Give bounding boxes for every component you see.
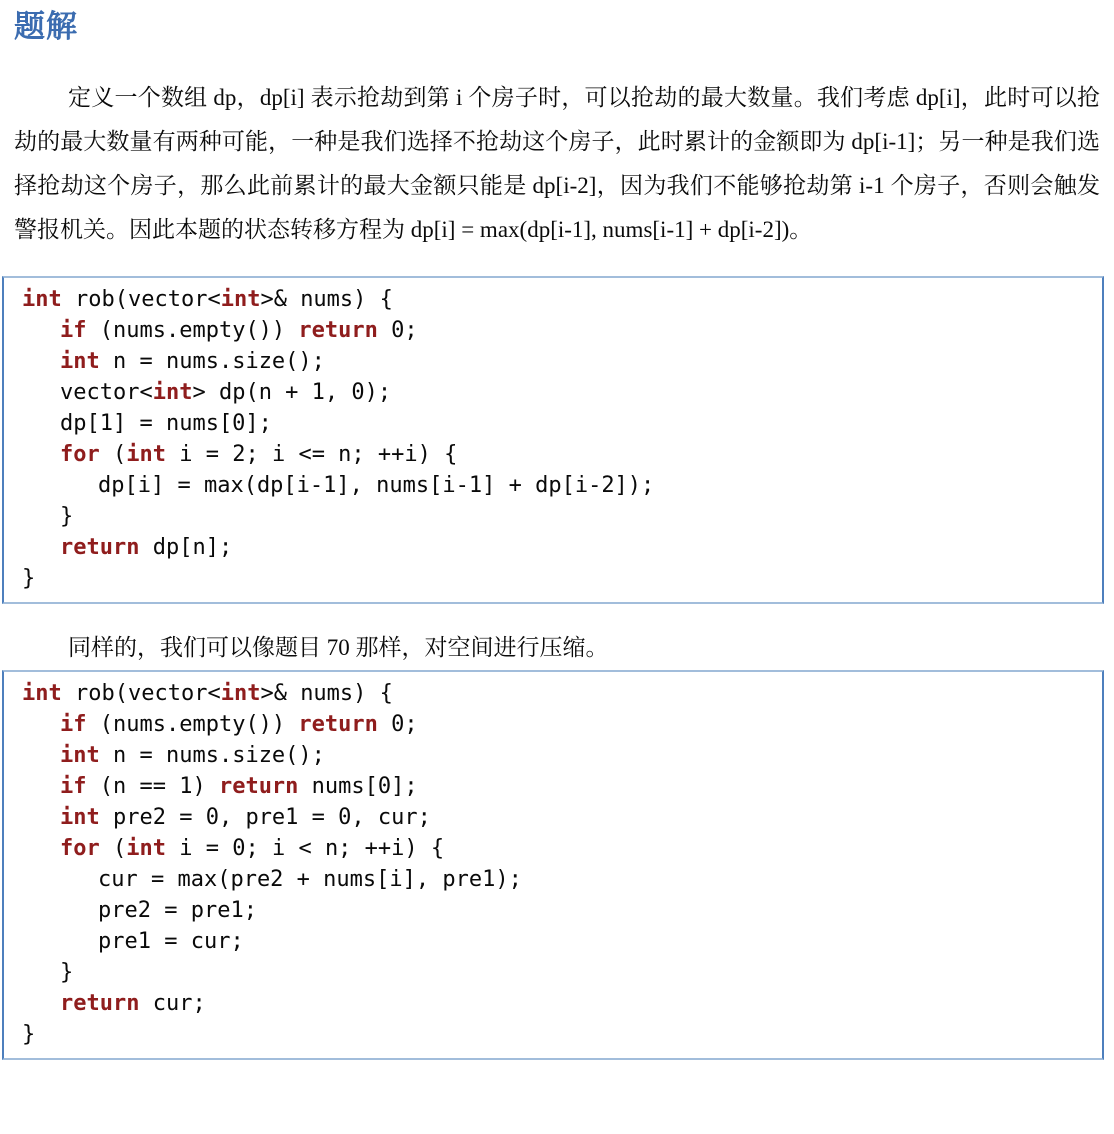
code-line (22, 833, 1084, 864)
code-keyword: for (60, 836, 100, 861)
code-keyword: int (22, 287, 62, 312)
code-line (22, 377, 1084, 408)
code-line (22, 346, 1084, 377)
code-text: ( (99, 836, 127, 861)
code-line (22, 740, 1084, 771)
code-line (22, 470, 1084, 501)
code-keyword: if (60, 774, 87, 799)
code-keyword: return (60, 535, 140, 560)
code-keyword: int (126, 442, 166, 467)
code-keyword: int (220, 681, 261, 706)
code-line (22, 864, 1084, 895)
code-text: cur; (139, 991, 206, 1016)
code-text: cur = max(pre2 + nums[i], pre1); (98, 867, 522, 892)
code-line (22, 563, 1084, 594)
code-line (22, 802, 1084, 833)
code-keyword: int (60, 743, 100, 768)
transition-paragraph: 同样的，我们可以像题目 70 那样，对空间进行压缩。 (68, 635, 609, 660)
code-keyword: if (60, 712, 87, 737)
code-keyword: return (298, 712, 378, 737)
code-keyword: if (60, 318, 87, 343)
code-line (22, 408, 1084, 439)
code-line (22, 709, 1084, 740)
code-text: } (60, 504, 74, 529)
code-line (22, 988, 1084, 1019)
code-line (22, 771, 1084, 802)
code-keyword: for (60, 442, 100, 467)
code-line (22, 678, 1084, 709)
code-text: (n == 1) (86, 774, 219, 799)
code-text: n = nums.size(); (99, 743, 325, 768)
code-text: 0; (377, 712, 418, 737)
code-block-space-optimized (2, 670, 1104, 1060)
code-keyword: int (126, 836, 166, 861)
code-text: pre2 = pre1; (98, 898, 257, 923)
code-keyword: int (220, 287, 261, 312)
code-text: rob(vector< (61, 681, 221, 706)
code-line (22, 284, 1084, 315)
code-keyword: int (152, 380, 193, 405)
intro-paragraph: 定义一个数组 dp，dp[i] 表示抢劫到第 i 个房子时，可以抢劫的最大数量。我们考虑 dp[i]，此时可以抢劫的最大数量有两种可能，一种是我们选择不抢劫这个房子，此时累计的金额即为 dp[i-1]；另一种是我们选择抢劫这个房子，那么此前累计的最大金额只能是 dp[i-2]，因为我们不能够抢劫第 i-1 个房子，否则会触发警报机关。因此本题的状态转移方程为 dp[i] = max(dp[i-1], nums[i-1] + dp[i-2])。 (14, 85, 1100, 242)
code-line (22, 926, 1084, 957)
code-text: i = 2; i <= n; ++i) { (166, 442, 458, 467)
code-keyword: int (22, 681, 62, 706)
code-text: vector< (60, 380, 153, 405)
code-keyword: int (60, 805, 100, 830)
code-text: >& nums) { (260, 287, 393, 312)
code-line (22, 501, 1084, 532)
code-keyword: return (298, 318, 378, 343)
code-text: >& nums) { (260, 681, 393, 706)
code-text: 0; (377, 318, 418, 343)
code-line (22, 532, 1084, 563)
code-keyword: return (60, 991, 140, 1016)
code-line (22, 957, 1084, 988)
code-text: nums[0]; (298, 774, 418, 799)
code-keyword: return (218, 774, 299, 799)
code-text: dp[n]; (139, 535, 233, 560)
code-text: > dp(n + 1, 0); (192, 380, 392, 405)
code-text: } (60, 960, 74, 985)
code-block-dp-array (2, 276, 1104, 604)
code-text: dp[1] = nums[0]; (60, 411, 272, 436)
code-text: n = nums.size(); (99, 349, 325, 374)
code-text: (nums.empty()) (86, 712, 299, 737)
code-text: pre2 = 0, pre1 = 0, cur; (99, 805, 431, 830)
code-line (22, 439, 1084, 470)
code-text: pre1 = cur; (98, 929, 244, 954)
page-title: 题解 (14, 9, 78, 44)
code-text: i = 0; i < n; ++i) { (166, 836, 445, 861)
code-text: ( (99, 442, 127, 467)
code-keyword: int (60, 349, 100, 374)
code-text: } (22, 566, 36, 591)
code-text: } (22, 1022, 36, 1047)
code-text: dp[i] = max(dp[i-1], nums[i-1] + dp[i-2]); (98, 473, 655, 498)
code-text: (nums.empty()) (86, 318, 299, 343)
code-line (22, 1019, 1084, 1050)
code-line (22, 895, 1084, 926)
code-text: rob(vector< (61, 287, 221, 312)
code-line (22, 315, 1084, 346)
